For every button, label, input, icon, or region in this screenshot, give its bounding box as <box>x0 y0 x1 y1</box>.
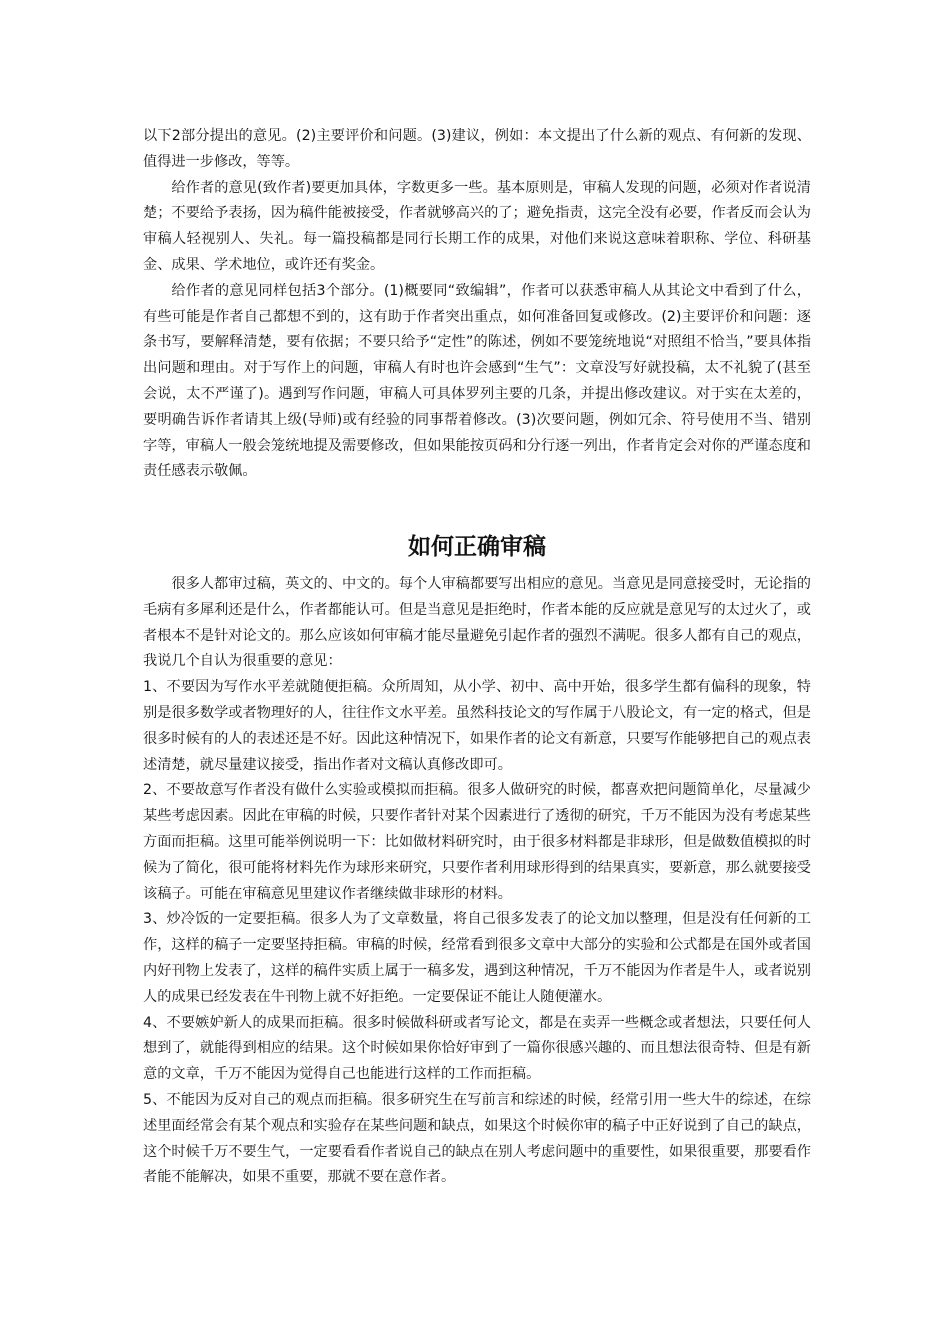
point-4: 4、不要嫉妒新人的成果而拒稿。很多时候做科研或者写论文，都是在卖弄一些概念或者想法，只要任何人想到了，就能得到相应的结果。这个时候如果你恰好审到了一篇你很感兴趣的、而且想法很奇特、但是有新意的文章，千万不能因为觉得自己也能进行这样的工作而拒稿。 <box>143 1014 811 1083</box>
review-guidance-section <box>143 572 811 1191</box>
point-1: 1、不要因为写作水平差就随便拒稿。众所周知，从小学、初中、高中开始，很多学生都有偏科的现象，特别是很多数学或者物理好的人，往往作文水平差。虽然科技论文的写作属于八股论文，有一定的格式，但是很多时候有的人的表述还是不好。因此这种情况下，如果作者的论文有新意，只要写作能够把自己的观点表述清楚，就尽量建议接受，指出作者对文稿认真修改即可。 <box>143 679 811 773</box>
paragraph-author-feedback-parts: 给作者的意见同样包括3个部分。(1)概要同“致编辑”，作者可以获悉审稿人从其论文中看到了什么，有些可能是作者自己都想不到的，这有助于作者突出重点，如何准备回复或修改。(2)主要评价和问题：逐条书写，要解释清楚，要有依据；不要只给予“定性”的陈述，例如不要笼统地说“对照组不恰当，”要具体指出问题和理由。对于写作上的问题，审稿人有时也许会感到“生气”：文章没写好就投稿，太不礼貌了(甚至会说，太不严谨了)。遇到写作问题，审稿人可具体罗列主要的几条，并提出修改建议。对于实在太差的，要明确告诉作者请其上级(导师)或有经验的同事帮着修改。(3)次要问题，例如冗余、符号使用不当、错别字等，审稿人一般会笼统地提及需要修改，但如果能按页码和分行逐一列出，作者肯定会对你的严谨态度和责任感表示敬佩。 <box>143 282 811 480</box>
paragraph-continuation: 以下2部分提出的意见。(2)主要评价和问题。(3)建议，例如：本文提出了什么新的观点、有何新的发现、值得进一步修改，等等。 <box>143 128 811 170</box>
point-3: 3、炒冷饭的一定要拒稿。很多人为了文章数量，将自己很多发表了的论文加以整理，但是没有任何新的工作，这样的稿子一定要坚持拒稿。审稿的时候，经常看到很多文章中大部分的实验和公式都是在国外或者国内好刊物上发表了，这样的稿件实质上属于一稿多发，遇到这种情况，千万不能因为作者是牛人，或者说别人的成果已经发表在牛刊物上就不好拒绝。一定要保证不能让人随便灌水。 <box>143 911 811 1005</box>
point-2: 2、不要故意写作者没有做什么实验或模拟而拒稿。很多人做研究的时候，都喜欢把问题简单化，尽量减少某些考虑因素。因此在审稿的时候，只要作者针对某个因素进行了透彻的研究，千万不能因为没有考虑某些方面而拒稿。这里可能举例说明一下：比如做材料研究时，由于很多材料都是非球形，但是做数值模拟的时候为了简化，很可能将材料先作为球形来研究，只要作者利用球形得到的结果真实，要新意，那么就要接受该稿子。可能在审稿意见里建议作者继续做非球形的材料。 <box>143 782 811 902</box>
intro-paragraph: 很多人都审过稿，英文的、中文的。每个人审稿都要写出相应的意见。当意见是同意接受时，无论指的毛病有多犀利还是什么，作者都能认可。但是当意见是拒绝时，作者本能的反应就是意见写的太过火了，或者根本不是针对论文的。那么应该如何审稿才能尽量避免引起作者的强烈不满呢。很多人都有自己的观点，我说几个自认为很重要的意见： <box>143 576 811 670</box>
paragraph-author-feedback-principles: 给作者的意见(致作者)要更加具体，字数更多一些。基本原则是，审稿人发现的问题，必须对作者说清楚；不要给予表扬，因为稿件能被接受，作者就够高兴的了；避免指责，这完全没有必要，作者反而会认为审稿人轻视别人、失礼。每一篇投稿都是同行长期工作的成果，对他们来说这意味着职称、学位、科研基金、成果、学术地位，或许还有奖金。 <box>143 179 811 273</box>
point-5: 5、不能因为反对自己的观点而拒稿。很多研究生在写前言和综述的时候，经常引用一些大牛的综述，在综述里面经常会有某个观点和实验存在某些问题和缺点，如果这个时候你审的稿子中正好说到了自己的缺点，这个时候千万不要生气，一定要看看作者说自己的缺点在别人考虑问题中的重要性，如果很重要，那要看作者能不能解决，如果不重要，那就不要在意作者。 <box>143 1091 811 1186</box>
section-heading: 如何正确审稿 <box>408 534 546 560</box>
previous-section <box>143 124 811 485</box>
